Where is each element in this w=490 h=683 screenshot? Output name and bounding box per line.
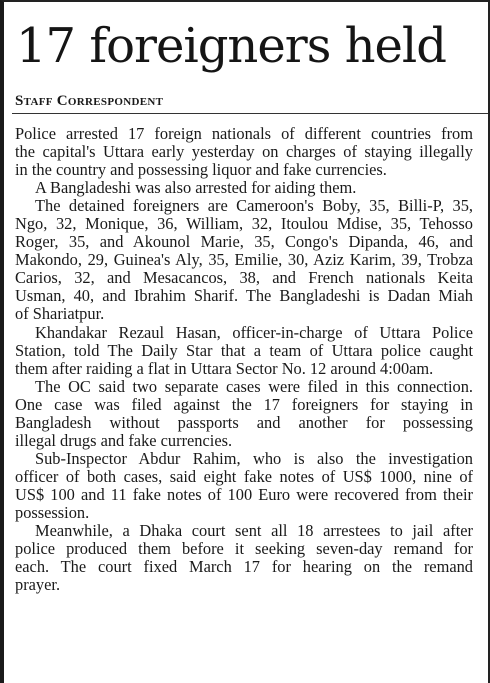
article-line: in the country and possessing liquor and fake currencies. xyxy=(15,160,387,180)
headline: 17 foreigners held xyxy=(16,18,446,74)
article-line: police produced them before it seeking seven-day remand for xyxy=(15,539,473,559)
article-line: Bangladesh without passports and another for possessing xyxy=(15,412,473,432)
article-paragraph xyxy=(15,324,473,378)
article-paragraph xyxy=(15,378,473,450)
byline-divider xyxy=(12,113,488,114)
article-line: Carios, 32, and Mesacancos, 38, and French nationals Keita xyxy=(15,268,473,288)
article-line: The detained foreigners are Cameroon's Boby, 35, Billi-P, 35, xyxy=(35,196,473,216)
article-line: the capital's Uttara early yesterday on charges of staying illegally xyxy=(15,142,473,162)
article-paragraph xyxy=(15,197,473,323)
article-line: illegal drugs and fake currencies. xyxy=(15,430,233,450)
article-paragraph xyxy=(15,179,473,197)
article-line: The OC said two separate cases were filed in this connection. xyxy=(35,376,473,396)
article-line: Sub-Inspector Abdur Rahim, who is also the investigation xyxy=(35,448,473,468)
article-line: Usman, 40, and Ibrahim Sharif. The Bangladeshi is Dadan Miah xyxy=(15,286,473,306)
article-line: US$ 100 and 11 fake notes of 100 Euro were recovered from their xyxy=(15,484,473,504)
article-line: A Bangladeshi was also arrested for aiding them. xyxy=(35,178,357,198)
article-line: Ngo, 32, Monique, 36, William, 32, Itoulou Mdise, 35, Tehosso xyxy=(15,214,473,234)
article-line: Roger, 35, and Akounol Marie, 35, Congo's Dipanda, 46, and xyxy=(15,232,473,252)
article-line: prayer. xyxy=(15,575,61,595)
article-line: One case was filed against the 17 foreigners for staying in xyxy=(15,394,473,414)
article-body xyxy=(15,125,473,594)
article-line: Meanwhile, a Dhaka court sent all 18 arrestees to jail after xyxy=(35,521,473,541)
article-line: officer of both cases, said eight fake notes of US$ 1000, nine of xyxy=(15,466,473,486)
article-paragraph xyxy=(15,522,473,594)
article-line: each. The court fixed March 17 for hearing on the remand xyxy=(15,557,473,577)
article-line: Station, told The Daily Star that a team of Uttara police caught xyxy=(15,340,473,360)
article-line: them after raiding a flat in Uttara Sector No. 12 around 4:00am. xyxy=(15,358,434,378)
byline: Staff Correspondent xyxy=(15,93,164,109)
article-line: possession. xyxy=(15,502,90,522)
article-line: Makondo, 29, Guinea's Aly, 35, Emilie, 30, Aziz Karim, 39, Trobza xyxy=(15,250,473,270)
article-line: Khandakar Rezaul Hasan, officer-in-charge of Uttara Police xyxy=(35,322,473,342)
article-line: Police arrested 17 foreign nationals of different countries from xyxy=(15,124,473,143)
article-paragraph xyxy=(15,450,473,522)
article-paragraph xyxy=(15,125,473,179)
article-line: of Shariatpur. xyxy=(15,304,105,324)
